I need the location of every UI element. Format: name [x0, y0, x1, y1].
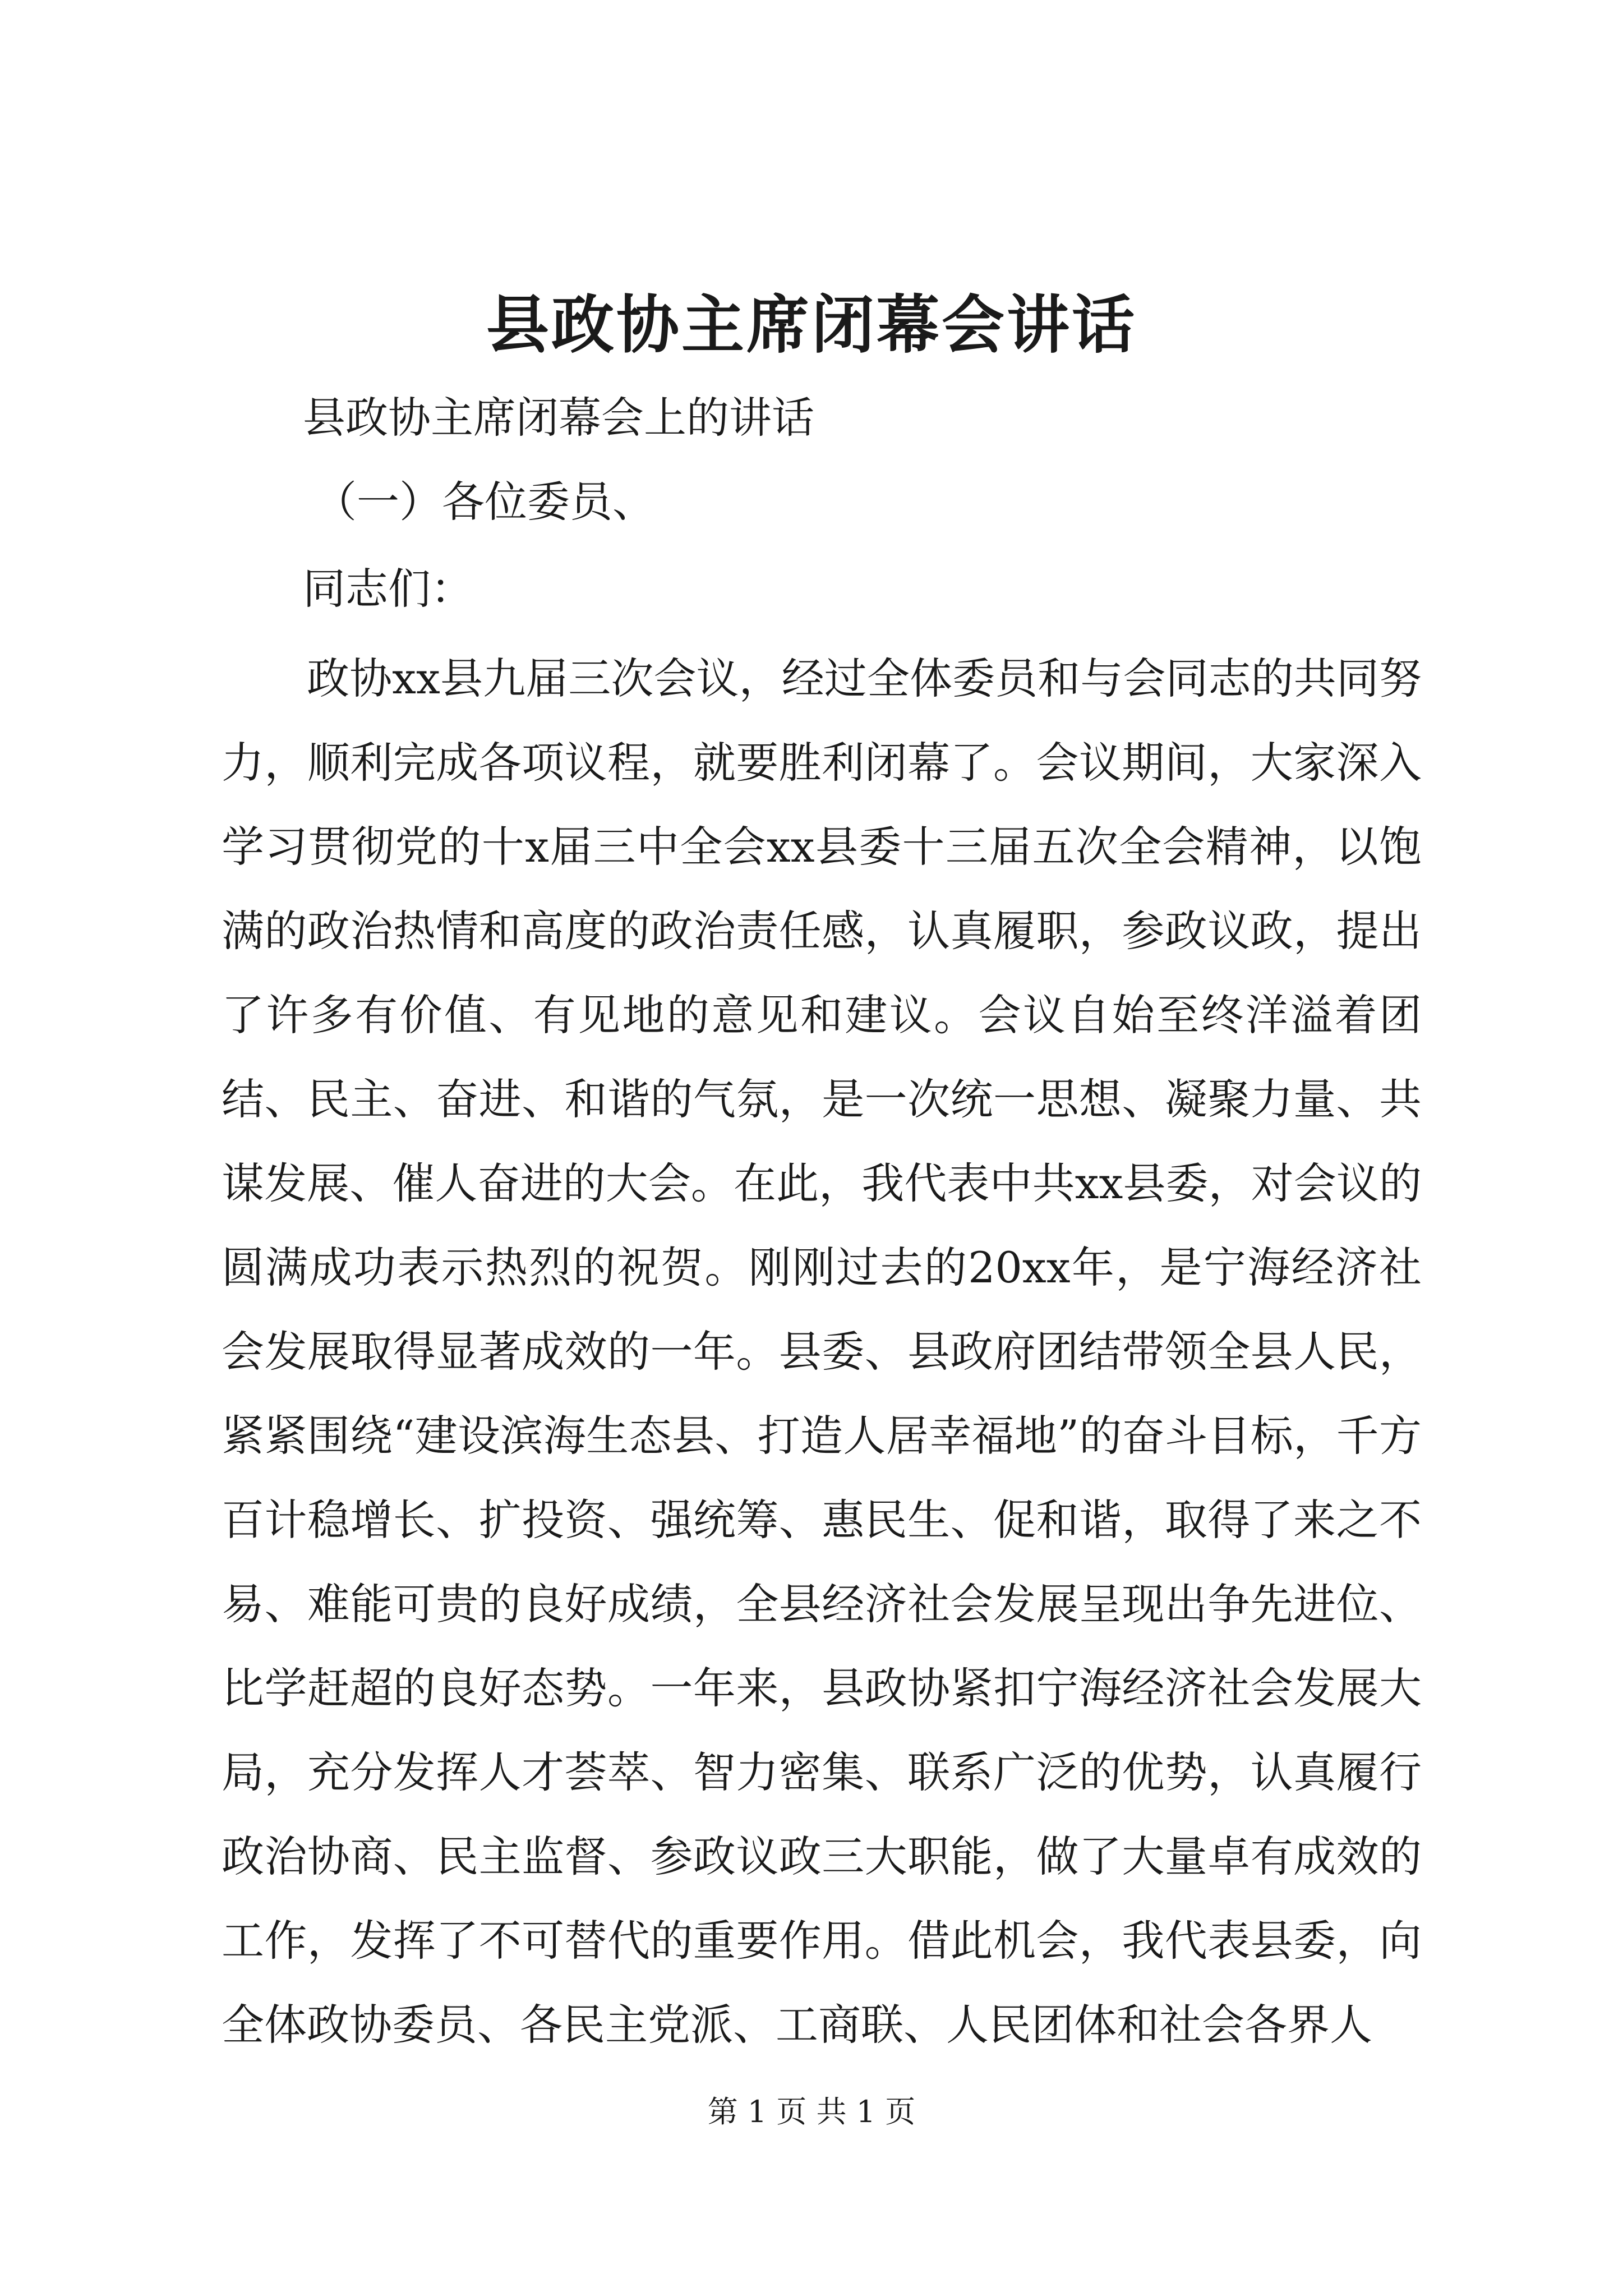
- body-paragraph: 政协xx县九届三次会议，经过全体委员和与会同志的共同努力，顺利完成各项议程，就要胜利闭幕了。会议期间，大家深入学习贯彻党的十x届三中全会xx县委十三届五次全会精神，以饱满的政治热情和高度的政治责任感，认真履职，参政议政，提出了许多有价值、有见地的意见和建议。会议自始至终洋溢着团结、民主、奋进、和谐的气氛，是一次统一思想、凝聚力量、共谋发展、催人奋进的大会。在此，我代表中共xx县委，对会议的圆满成功表示热烈的祝贺。刚刚过去的20xx年，是宁海经济社会发展取得显著成效的一年。县委、县政府团结带领全县人民，紧紧围绕“建设滨海生态县、打造人居幸福地”的奋斗目标，千方百计稳增长、扩投资、强统筹、惠民生、促和谐，取得了来之不易、难能可贵的良好成绩，全县经济社会发展呈现出争先进位、比学赶超的良好态势。一年来，县政协紧扣宁海经济社会发展大局，充分发挥人才荟萃、智力密集、联系广泛的优势，认真履行政治协商、民主监督、参政议政三大职能，做了大量卓有成效的工作，发挥了不可替代的重要作用。借此机会，我代表县委，向全体政协委员、各民主党派、工商联、人民团体和社会各界人: [222, 654, 1422, 2050]
- document-title: 县政协主席闭幕会讲话: [486, 288, 1137, 362]
- section-heading: （一）各位委员、: [314, 477, 655, 527]
- greeting-line: 同志们：: [303, 564, 473, 614]
- document-subtitle: 县政协主席闭幕会上的讲话: [303, 393, 814, 443]
- page-footer: 第 1 页 共 1 页: [707, 2094, 916, 2129]
